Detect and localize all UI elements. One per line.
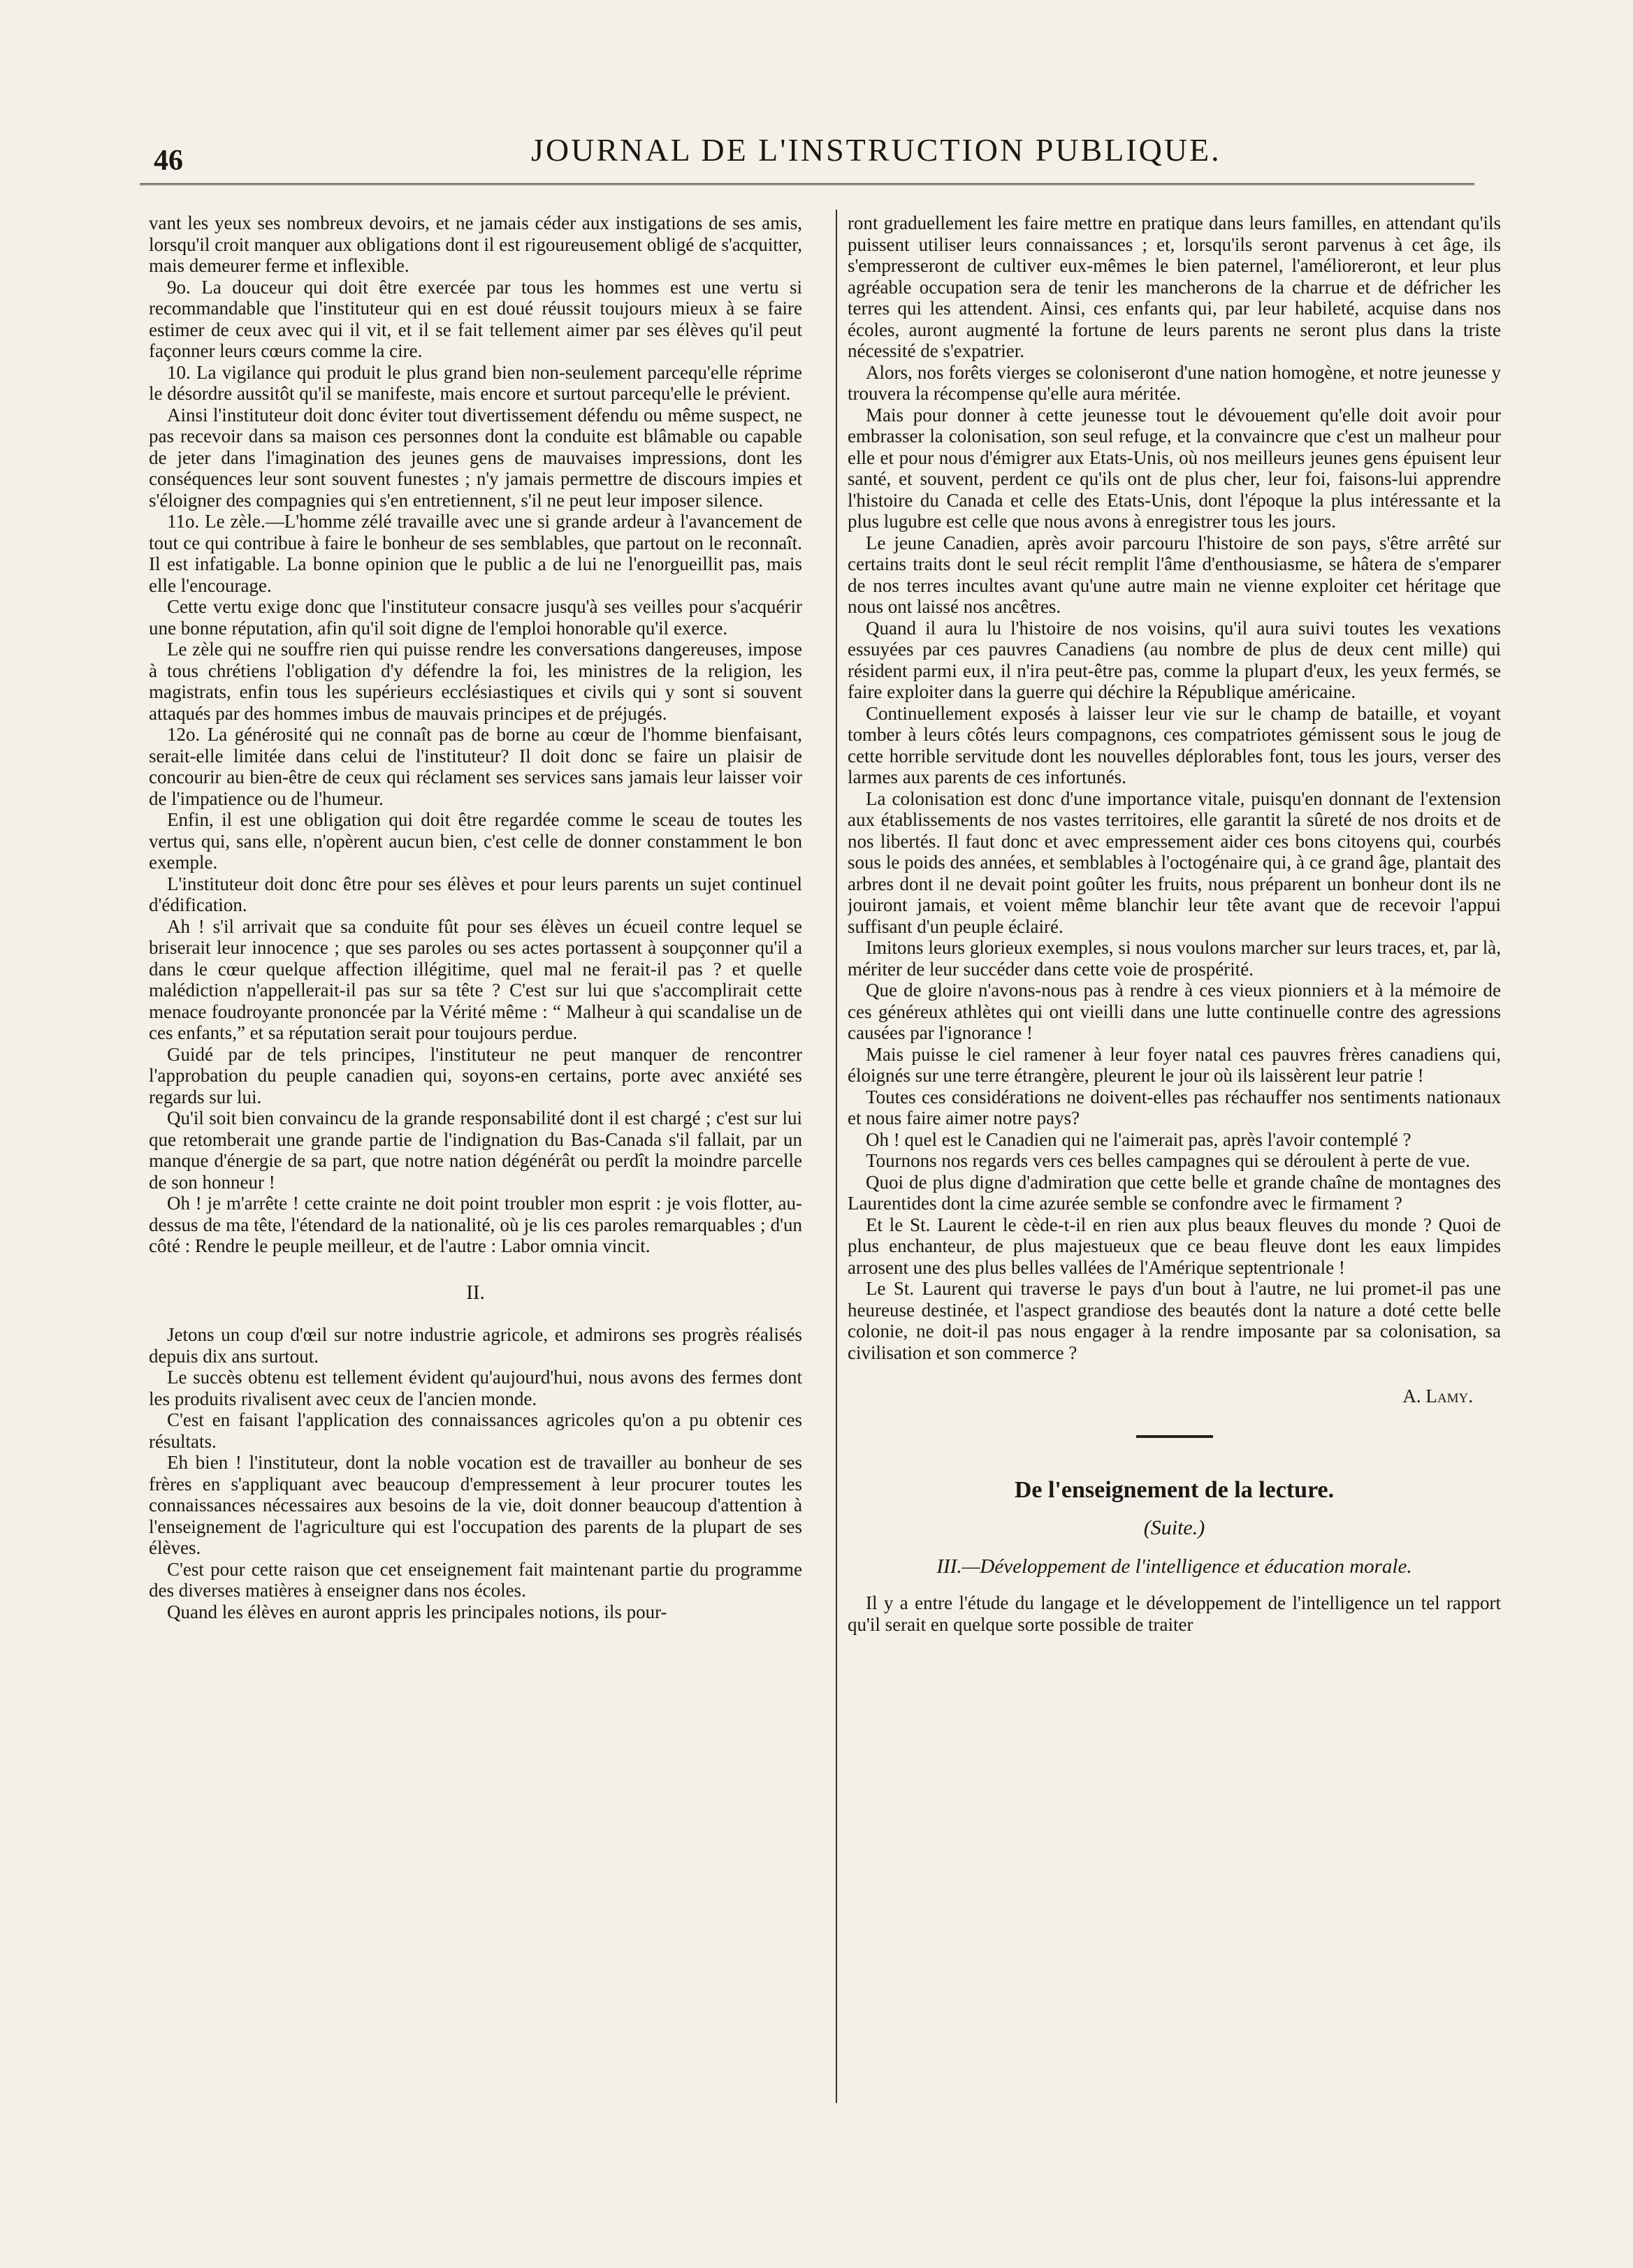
paragraph: Le jeune Canadien, après avoir parcouru l'histoire de son pays, s'être arrêté sur certains traits dont le seul récit remplit l'âme d'enthousiasme, se hâtera de s'emparer de nos terres incultes avant qu'une autre main ne vienne exploiter cet héritage que nous ont laissé nos ancêtres. <box>848 532 1501 617</box>
paragraph: C'est pour cette raison que cet enseignement fait maintenant partie du programme des diverses matières à enseigner dans nos écoles. <box>149 1558 802 1601</box>
paragraph: Tournons nos regards vers ces belles campagnes qui se déroulent à perte de vue. <box>866 1150 1470 1171</box>
paragraph: Eh bien ! l'instituteur, dont la noble vocation est de travailler au bonheur de ses frères en s'appliquant avec beaucoup d'empressement à leur procurer toutes les connaissances nécessaires aux besoins de la vie, doit donner beaucoup d'attention à l'enseignement de l'agriculture qui est l'occupation des parents de la plupart de ses élèves. <box>149 1452 802 1558</box>
paragraph: Que de gloire n'avons-nous pas à rendre à ces vieux pionniers et à la mémoire de ces généreux athlètes qui ont vieilli dans une lutte continuelle contre des agressions causées par l'ignorance ! <box>848 980 1501 1043</box>
article-title: De l'enseignement de la lecture. <box>1014 1476 1335 1503</box>
paragraph: La colonisation est donc d'une importance vitale, puisqu'en donnant de l'extension aux établissements de nos vastes territoires, elle garantit la sûreté de nos droits et de nos libertés. Il faut donc et avec empressement aider ces bons citoyens qui, courbés sous le poids des années, et semblables à l'octogénaire qui, à ce grand âge, plantait des arbres dont il ne devait point goûter les fruits, nous préparent un bonheur dont ils ne jouiront jamais, et voient même blanchir leur tête avant que de recevoir l'appui suffisant d'un peuple éclairé. <box>848 787 1501 937</box>
paragraph: 10. La vigilance qui produit le plus grand bien non-seulement parcequ'elle réprime le désordre aussitôt qu'il se manifeste, mais encore et surtout parcequ'elle le prévient. <box>149 361 802 404</box>
paragraph: L'instituteur doit donc être pour ses élèves et pour leurs parents un sujet continuel d'édification. <box>149 873 802 915</box>
paragraph: Jetons un coup d'œil sur notre industrie agricole, et admirons ses progrès réalisés depuis dix ans surtout. <box>149 1324 802 1367</box>
paragraph: Le succès obtenu est tellement évident qu'aujourd'hui, nous avons des fermes dont les produits rivalisent avec ceux de l'ancien monde. <box>149 1367 802 1409</box>
page-header <box>154 131 1579 177</box>
paragraph: Ah ! s'il arrivait que sa conduite fût pour ses élèves un écueil contre lequel se briserait leur innocence ; que ses paroles ou ses actes portassent à soupçonner qu'il a dans le cœur quelque affection illégitime, quel mal ne ferait-il pas ? et quelle malédiction n'appellerait-il pas sur sa tête ? C'est sur lui que s'accomplirait cette menace foudroyante prononcée par la Vérité même : “ Malheur à qui scandalise un de ces enfants,” et sa réputation serait pour toujours perdue. <box>149 915 802 1043</box>
article-subtitle: (Suite.) <box>1143 1516 1205 1539</box>
paragraph: Mais pour donner à cette jeunesse tout le dévouement qu'elle doit avoir pour embrasser la colonisation, son seul refuge, et la convaincre que c'est un malheur pour elle et pour nous d'émigrer aux Etats-Unis, où nos meilleurs jeunes gens épuisent leur santé, et souvent, perdent ce qu'ils ont de plus cher, leur foi, faisons-lui apprendre l'histoire du Canada et celle des Etats-Unis, dont l'époque la plus intéressante et la plus lugubre est celle que nous avons à enregistrer tous les jours. <box>848 404 1501 532</box>
paragraph: Toutes ces considérations ne doivent-elles pas réchauffer nos sentiments nationaux et nous faire aimer notre pays? <box>848 1086 1501 1128</box>
paragraph: vant les yeux ses nombreux devoirs, et ne jamais céder aux instigations de ses amis, lorsqu'il croit manquer aux obligations dont il est rigoureusement obligé de s'acquitter, mais demeurer ferme et inflexible. <box>149 212 802 276</box>
paragraph: Et le St. Laurent le cède-t-il en rien aux plus beaux fleuves du monde ? Quoi de plus enchanteur, de plus majestueux que ce beau fleuve dont les eaux limpides arrosent une des plus belles vallées de l'Amérique septentrionale ! <box>848 1214 1501 1278</box>
paragraph: Quand il aura lu l'histoire de nos voisins, qu'il aura suivi toutes les vexations essuyées par ces pauvres Canadiens (au nombre de plus de deux cent mille) qui résident parmi eux, il n'ira peut-être pas, comme la plupart d'eux, les yeux fermés, se faire exploiter dans la guerre qui déchire la République américaine. <box>848 617 1501 702</box>
paragraph: 9o. La douceur qui doit être exercée par tous les hommes est une vertu si recommandable que l'instituteur qui en est doué réussit toujours mieux à se faire estimer de ceux avec qui il vit, et il se fait tellement aimer par ses élèves qu'il peut façonner leurs cœurs comme la cire. <box>149 276 802 361</box>
paragraph: Continuellement exposés à laisser leur vie sur le champ de bataille, et voyant tomber à leurs côtés leurs compagnons, ces compatriotes gémissent sous le joug de cette horrible servitude dont les nouvelles déplorables font, tous les jours, verser des larmes aux parents de ces infortunés. <box>848 702 1501 787</box>
paragraph: Enfin, il est une obligation qui doit être regardée comme le sceau de toutes les vertus qui, sans elle, n'opèrent aucun bien, c'est celle de donner constamment le bon exemple. <box>149 809 802 873</box>
paragraph: Guidé par de tels principes, l'instituteur ne peut manquer de rencontrer l'approbation du peuple canadien qui, soyons-en certains, porte avec anxiété ses regards sur lui. <box>149 1043 802 1107</box>
paragraph: Le St. Laurent qui traverse le pays d'un bout à l'autre, ne lui promet-il pas une heureuse destinée, et l'aspect grandiose des beautés dont la nature a doté cette belle colonie, ne doit-il pas nous engager à la rendre imposante par sa colonisation, sa civilisation et son commerce ? <box>848 1278 1501 1363</box>
paragraph: Quoi de plus digne d'admiration que cette belle et grande chaîne de montagnes des Laurentides dont la cime azurée semble se confondre avec le firmament ? <box>848 1171 1501 1214</box>
paragraph: C'est en faisant l'application des connaissances agricoles qu'on a pu obtenir ces résultats. <box>149 1409 802 1452</box>
left-column <box>149 212 802 2099</box>
paragraph: 12o. La générosité qui ne connaît pas de borne au cœur de l'homme bienfaisant, serait-elle limitée dans celui de l'instituteur? Il doit donc se faire un plaisir de concourir au bien-être de ceux qui réclament ses services sans jamais leur laisser voir de l'impatience ou de l'humeur. <box>149 724 802 809</box>
paragraph: Oh ! je m'arrête ! cette crainte ne doit point troubler mon esprit : je vois flotter, au-dessus de ma tête, l'étendard de la nationalité, où je lis ces paroles remarquables ; d'un côté : Rendre le peuple meilleur, et de l'autre : Labor omnia vincit. <box>149 1193 802 1256</box>
paragraph: Mais puisse le ciel ramener à leur foyer natal ces pauvres frères canadiens qui, éloignés sur une terre étrangère, pleurent le jour où ils laissèrent leur patrie ! <box>848 1043 1501 1086</box>
right-column <box>848 212 1501 2099</box>
section-number: II. <box>466 1281 485 1304</box>
column-divider <box>836 210 837 2103</box>
paragraph: Il y a entre l'étude du langage et le développement de l'intelligence un tel rapport qu'il serait en quelque sorte possible de traiter <box>848 1592 1501 1635</box>
paragraph: Quand les élèves en auront appris les principales notions, ils pour- <box>167 1601 667 1622</box>
paragraph: Qu'il soit bien convaincu de la grande responsabilité dont il est chargé ; c'est sur lui que retomberait une grande partie de l'indignation du Bas-Canada s'il fallait, par un manque d'énergie de sa part, que notre nation dégénérât ou perdît la moindre parcelle de son honneur ! <box>149 1107 802 1193</box>
paragraph: ront graduellement les faire mettre en pratique dans leurs familles, en attendant qu'ils puissent utiliser leurs connaissances ; et, lorsqu'ils seront parvenus à cet âge, ils s'empresseront de cultiver eux-mêmes le bien paternel, l'amélioreront, et leur plus agréable occupation sera de tenir les mancherons de la charrue et de défricher les terres qui les attendent. Ainsi, ces enfants qui, par leur habileté, acquise dans nos écoles, auront augmenté la fortune de leurs parents ne seront plus dans la triste nécessité de s'expatrier. <box>848 212 1501 361</box>
section-separator <box>1136 1435 1213 1438</box>
section-heading: III.—Développement de l'intelligence et éducation morale. <box>936 1555 1412 1578</box>
journal-title: JOURNAL DE L'INSTRUCTION PUBLIQUE. <box>531 132 1221 168</box>
header-rule <box>140 183 1474 185</box>
paragraph: Oh ! quel est le Canadien qui ne l'aimerait pas, après l'avoir contemplé ? <box>866 1128 1411 1150</box>
paragraph: Alors, nos forêts vierges se coloniseront d'une nation homogène, et notre jeunesse y trouvera la récompense qu'elle aura méritée. <box>848 361 1501 404</box>
author-signature: A. Lamy. <box>1402 1386 1473 1406</box>
paragraph: Ainsi l'instituteur doit donc éviter tout divertissement défendu ou même suspect, ne pas recevoir dans sa maison ces personnes dont la conduite est blâmable ou capable de jeter dans l'imagination des jeunes gens de mauvaises impressions, dont les conséquences leur sont souvent funestes ; n'y jamais permettre de discours impies et s'éloigner des compagnies qui s'en entretiennent, s'il ne peut leur imposer silence. <box>149 404 802 511</box>
paragraph: 11o. Le zèle.—L'homme zélé travaille avec une si grande ardeur à l'avancement de tout ce qui contribue à faire le bonheur de ses semblables, que partout on le reconnaît. Il est infatigable. La bonne opinion que le public a de lui ne l'enorgueillit pas, mais elle l'encourage. <box>149 511 802 596</box>
page-number: 46 <box>154 145 183 177</box>
paragraph: Imitons leurs glorieux exemples, si nous voulons marcher sur leurs traces, et, par là, mériter de leur succéder dans cette voie de prospérité. <box>848 937 1501 980</box>
paragraph: Cette vertu exige donc que l'instituteur consacre jusqu'à ses veilles pour s'acquérir une bonne réputation, afin qu'il soit digne de l'emploi honorable qu'il exerce. <box>149 596 802 639</box>
paragraph: Le zèle qui ne souffre rien qui puisse rendre les conversations dangereuses, impose à tous chrétiens l'obligation d'y défendre la foi, les ministres de la religion, les magistrats, enfin tous les supérieurs ecclésiastiques et civils qui y sont si souvent attaqués par des hommes imbus de mauvais principes et de préjugés. <box>149 639 802 724</box>
